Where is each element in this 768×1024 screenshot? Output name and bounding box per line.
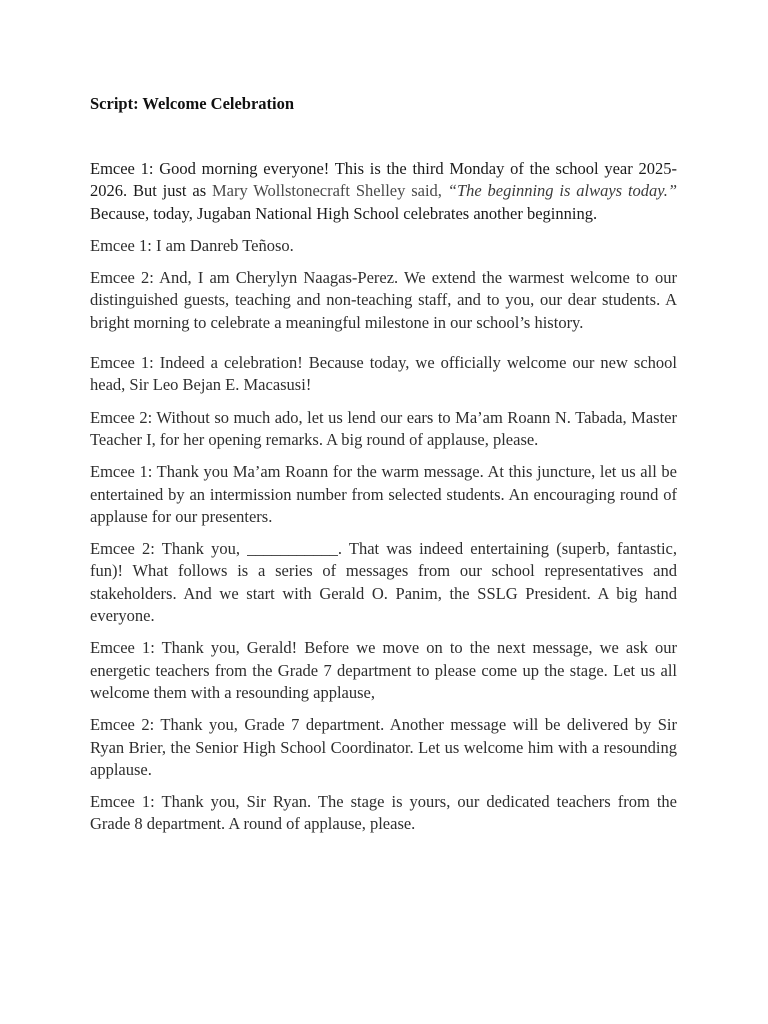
paragraph-intermission: Emcee 1: Thank you Ma’am Roann for the warm message. At this juncture, let us all be entertained by an intermission number from selected students. An encouraging round of applause for our presenters. xyxy=(90,462,677,526)
paragraph-grade8: Emcee 1: Thank you, Sir Ryan. The stage is yours, our dedicated teachers from the Grade 8 department. A round of applause, please. xyxy=(90,792,677,834)
document-title: Script: Welcome Celebration xyxy=(90,94,295,113)
paragraph-opening xyxy=(90,158,677,225)
paragraph-shs-coordinator: Emcee 2: Thank you, Grade 7 department. Another message will be delivered by Sir Ryan Brier, the Senior High School Coordinator. Let us welcome him with a resounding applause. xyxy=(90,715,677,779)
paragraph-opening-remarks: Emcee 2: Without so much ado, let us lend our ears to Ma’am Roann N. Tabada, Master Teacher I, for her opening remarks. A big round of applause, please. xyxy=(90,407,677,449)
paragraph-emcee1-intro: Emcee 1: I am Danreb Teñoso. xyxy=(90,235,294,255)
paragraph-grade7: Emcee 1: Thank you, Gerald! Before we move on to the next message, we ask our energetic teachers from the Grade 7 department to please come up the stage. Let us all welcome them with a resounding applause, xyxy=(90,638,677,702)
quote-source: Mary Wollstonecraft Shelley said, xyxy=(211,181,448,201)
quote-text: “The beginning is always today.” xyxy=(447,181,677,201)
paragraph-school-head: Emcee 1: Indeed a celebration! Because today, we officially welcome our new school head, Sir Leo Bejan E. Macasusi! xyxy=(90,353,677,395)
paragraph-sslg-message: Emcee 2: Thank you, ___________. That was indeed entertaining (superb, fantastic, fun)! What follows is a series of messages from our school representatives and stakeholders. And we start with Gerald O. Panim, the SSLG President. A big hand everyone. xyxy=(90,539,677,626)
opening-text-after: Because, today, Jugaban National High School celebrates another beginning. xyxy=(90,203,598,223)
script-body xyxy=(90,158,677,836)
opening-text: Emcee 1: Good morning everyone! This is the third Monday of the school year 2025-2026. But just as xyxy=(90,159,677,201)
paragraph-emcee2-intro: Emcee 2: And, I am Cherylyn Naagas-Perez. We extend the warmest welcome to our distinguished guests, teaching and non-teaching staff, and to you, our dear students. A bright morning to celebrate a meaningful milestone in our school’s history. xyxy=(90,268,677,332)
